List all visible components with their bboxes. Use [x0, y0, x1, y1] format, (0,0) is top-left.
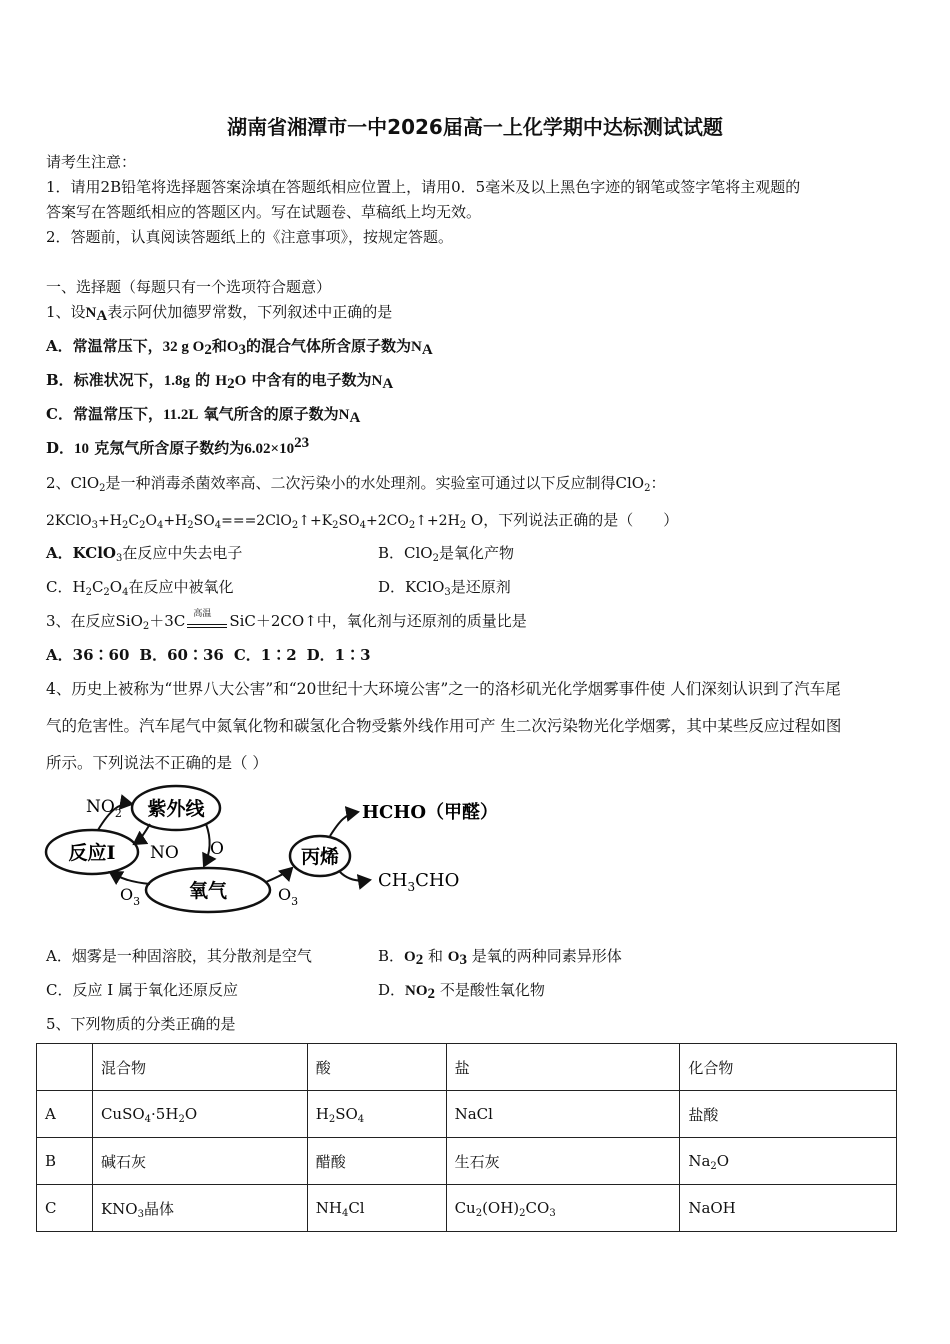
table-cell: $KNO_3$晶体 [92, 1185, 307, 1232]
table-header-row [37, 1044, 897, 1091]
table-row [37, 1091, 897, 1138]
question-5-stem: 5、下列物质的分类正确的是 [46, 1015, 236, 1033]
question-4-option-b: B．$O_2$ 和 $O_3$ 是氧的两种同素异形体 [378, 947, 622, 968]
notice-item-1a: 1．请用2B铅笔将选择题答案涂填在答题纸相应位置上，请用0．5毫米及以上黑色字迹的钢笔或签字笔将主观题的 [46, 178, 801, 196]
classification-table [36, 1043, 897, 1232]
table-cell: $H_2SO_4$ [307, 1091, 446, 1138]
table-cell: NaOH [680, 1185, 897, 1232]
table-header-cell: 化合物 [680, 1044, 897, 1091]
table-header-cell [37, 1044, 93, 1091]
table-cell: $Na_2O$ [680, 1138, 897, 1185]
label-no: NO [150, 843, 179, 863]
arrow-uv-to-reaction [134, 824, 150, 844]
table-cell: NaCl [446, 1091, 680, 1138]
label-propene: 丙烯 [300, 846, 340, 868]
question-3-options: A．36∶60 B．60∶36 C．1∶2 D．1∶3 [46, 646, 371, 664]
arrow-oxygen-to-propene [266, 868, 292, 882]
table-cell: A [37, 1091, 93, 1138]
reaction-condition-sign: 高温 [185, 614, 229, 628]
arrow-oxygen-to-reaction [110, 872, 150, 884]
table-cell: $Cu_2(OH)_2CO_3$ [446, 1185, 680, 1232]
section-heading: 一、选择题（每题只有一个选项符合题意） [46, 278, 332, 296]
table-cell: 醋酸 [307, 1138, 446, 1185]
table-row [37, 1185, 897, 1232]
arrow-propene-to-hcho [330, 812, 358, 836]
question-2-stem: 2、ClO$_2$是一种消毒杀菌效率高、二次污染小的水处理剂。实验室可通过以下反应制得ClO$_2$： [46, 474, 666, 494]
table-row [37, 1138, 897, 1185]
table-cell: $NH_4Cl$ [307, 1185, 446, 1232]
question-2-option-a: A．KClO$_3$在反应中失去电子 [46, 544, 243, 564]
arrow-uv-to-oxygen [204, 824, 210, 866]
notice-heading: 请考生注意： [46, 153, 137, 171]
label-reaction-i: 反应I [68, 842, 116, 864]
question-4-line-3: 所示。下列说法不正确的是（ ） [46, 754, 268, 772]
table-cell: $CuSO_4\cdot 5H_2O$ [92, 1091, 307, 1138]
label-ch3cho: $CH_3CHO$ [378, 870, 460, 894]
page-title: 湖南省湘潭市一中2026届高一上化学期中达标测试试题 [227, 115, 723, 139]
table-cell: B [37, 1138, 93, 1185]
table-cell: C [37, 1185, 93, 1232]
question-1-stem: 1、设$N_A$表示阿伏加德罗常数，下列叙述中正确的是 [46, 303, 393, 324]
table-header-cell: 盐 [446, 1044, 680, 1091]
label-oxygen: 氧气 [188, 880, 228, 902]
notice-item-2: 2．答题前，认真阅读答题纸上的《注意事项》，按规定答题。 [46, 228, 454, 246]
label-uv: 紫外线 [147, 798, 205, 820]
smog-reaction-diagram [40, 780, 510, 920]
question-2-option-b: B．ClO$_2$是氧化产物 [378, 544, 514, 564]
table-cell: 生石灰 [446, 1138, 680, 1185]
question-1-option-a: A．常温常压下，32 g $O_2$和$O_3$的混合气体所含原子数为$N_A$ [46, 337, 433, 358]
question-3-stem: 3、在反应SiO$_2$＋3C 高温 SiC＋2CO↑中，氧化剂与还原剂的质量比是 [46, 609, 527, 632]
label-no2: $NO_2$ [86, 797, 122, 820]
question-4-option-c: C．反应 I 属于氧化还原反应 [46, 981, 238, 999]
question-2-equation: $2KClO_3+H_2C_2O_4+H_2SO_4===2ClO_2↑+K_2SO_4+2CO_2↑+2H_2$ O，下列说法正确的是（ ） [46, 511, 679, 531]
question-2-option-d: D．KClO$_3$是还原剂 [378, 578, 511, 598]
table-cell: 碱石灰 [92, 1138, 307, 1185]
label-hcho: HCHO（甲醛） [362, 802, 499, 823]
question-4-line-2: 气的危害性。汽车尾气中氮氧化物和碳氢化合物受紫外线作用可产 生二次污染物光化学烟雾，其中某些反应过程如图 [46, 717, 842, 735]
arrow-propene-to-ch3cho [340, 872, 370, 881]
question-4-option-a: A．烟雾是一种固溶胶，其分散剂是空气 [46, 947, 312, 965]
question-1-option-b: B．标准状况下，1.8g 的 $H_2O$ 中含有的电子数为$N_A$ [46, 371, 394, 392]
label-o3-left: $O_3$ [120, 885, 141, 908]
table-header-cell: 酸 [307, 1044, 446, 1091]
question-2-option-c: C．$H_2C_2O_4$在反应中被氧化 [46, 578, 234, 598]
label-o3-right: $O_3$ [278, 885, 299, 908]
table-header-cell: 混合物 [92, 1044, 307, 1091]
question-1-option-d: D．10 克氖气所含原子数约为$6.02\times 10^{23}$ [46, 435, 310, 457]
notice-item-1b: 答案写在答题纸相应的答题区内。写在试题卷、草稿纸上均无效。 [46, 203, 482, 221]
question-4-line-1: 4、历史上被称为“世界八大公害”和“20世纪十大环境公害”之一的洛杉矶光化学烟雾事件使 人们深刻认识到了汽车尾 [46, 680, 841, 698]
question-1-option-c: C．常温常压下，11.2L 氧气所含的原子数为$N_A$ [46, 405, 361, 426]
label-o: O [210, 839, 224, 859]
question-4-option-d: D．$NO_2$ 不是酸性氧化物 [378, 981, 545, 1002]
table-cell: 盐酸 [680, 1091, 897, 1138]
